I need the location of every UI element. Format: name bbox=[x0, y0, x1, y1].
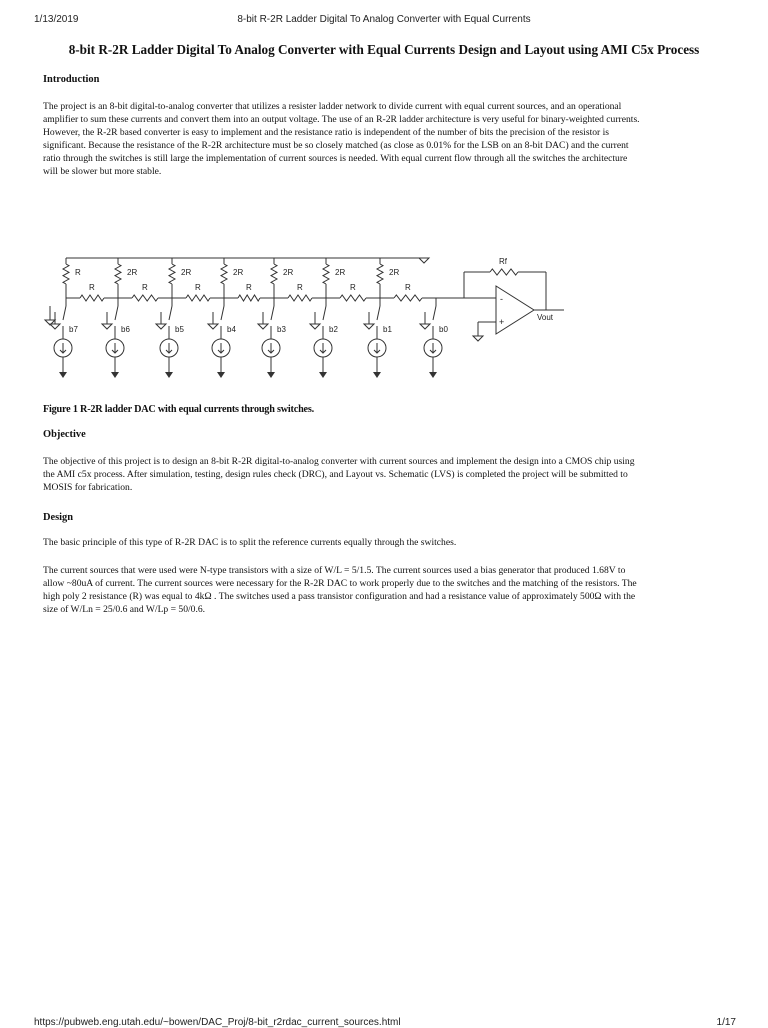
paragraph-line: amplifier to sum these currents and convert them into an output voltage. The use of an R-2R ladder architecture is very useful for binary-weighted currents. bbox=[43, 113, 640, 125]
shunt-resistor-label: 2R bbox=[127, 268, 138, 277]
ground-icon bbox=[156, 324, 166, 329]
paragraph-line: ratio through the switches is still large the implementation of current sources is needed. With equal current flow through all the switches the architecture bbox=[43, 152, 628, 164]
bit-label: b5 bbox=[175, 325, 184, 334]
bit-label: b2 bbox=[329, 325, 338, 334]
series-resistor bbox=[288, 295, 312, 301]
print-page-title: 8-bit R-2R Ladder Digital To Analog Converter with Equal Currents bbox=[237, 14, 531, 25]
opamp-minus-label: - bbox=[500, 294, 503, 304]
arrow-down-icon bbox=[429, 372, 437, 378]
ground-icon bbox=[258, 324, 268, 329]
bit-label: b0 bbox=[439, 325, 448, 334]
arrow-down-icon bbox=[217, 372, 225, 378]
series-resistor-label: R bbox=[405, 283, 411, 292]
shunt-resistor-label: 2R bbox=[389, 268, 400, 277]
feedback-resistor bbox=[490, 269, 518, 275]
series-resistor-label: R bbox=[142, 283, 148, 292]
current-source-arrow bbox=[374, 343, 380, 353]
arrow-down-icon bbox=[165, 372, 173, 378]
series-resistor bbox=[340, 295, 366, 301]
switch-icon bbox=[63, 306, 66, 320]
series-resistor-label: R bbox=[350, 283, 356, 292]
ground-icon bbox=[50, 324, 60, 329]
output-label: Vout bbox=[537, 313, 554, 322]
ground-icon bbox=[420, 324, 430, 329]
ground-icon bbox=[208, 324, 218, 329]
current-source-arrow bbox=[218, 343, 224, 353]
introduction-heading: Introduction bbox=[43, 74, 100, 85]
arrow-down-icon bbox=[319, 372, 327, 378]
shunt-resistor bbox=[271, 264, 277, 284]
arrow-down-icon bbox=[59, 372, 67, 378]
paragraph-line: The objective of this project is to design an 8-bit R-2R digital-to-analog converter with current sources and implement the design into a CMOS chip using bbox=[43, 456, 635, 467]
objective-heading: Objective bbox=[43, 429, 86, 440]
shunt-resistor-label: 2R bbox=[335, 268, 346, 277]
current-source-arrow bbox=[268, 343, 274, 353]
r2r-ladder-schematic bbox=[34, 240, 574, 390]
current-source-arrow bbox=[430, 343, 436, 353]
series-resistor bbox=[394, 295, 422, 301]
paragraph-line: allow ~80uA of current. The current sources were necessary for the R-2R DAC to work properly due to the switches and the matching of the resistors. The bbox=[43, 577, 637, 589]
switch-icon bbox=[433, 306, 436, 320]
shunt-resistor bbox=[377, 264, 383, 284]
opamp-plus-label: + bbox=[499, 317, 505, 327]
shunt-resistor-label: 2R bbox=[283, 268, 294, 277]
series-resistor bbox=[186, 295, 210, 301]
design-paragraph-1 bbox=[43, 537, 726, 550]
bit-label: b6 bbox=[121, 325, 130, 334]
shunt-resistor-label: 2R bbox=[181, 268, 192, 277]
ground-icon bbox=[102, 324, 112, 329]
shunt-resistor-label: R bbox=[75, 268, 81, 277]
objective-paragraph bbox=[43, 456, 726, 495]
series-resistor-label: R bbox=[195, 283, 201, 292]
paragraph-line: However, the R-2R based converter is easy to implement and the resistance ratio is independent of the number of bits the precision of the resistor is bbox=[43, 126, 610, 138]
document-title: 8-bit R-2R Ladder Digital To Analog Converter with Equal Currents Design and Layout using AMI C5x Process bbox=[68, 42, 700, 57]
print-url: https://pubweb.eng.utah.edu/~bowen/DAC_Proj/8-bit_r2rdac_current_sources.html bbox=[34, 1017, 401, 1028]
series-resistor-label: R bbox=[297, 283, 303, 292]
current-source-arrow bbox=[60, 343, 66, 353]
arrow-down-icon bbox=[373, 372, 381, 378]
switch-icon bbox=[323, 306, 326, 320]
design-heading: Design bbox=[43, 512, 74, 523]
current-source-arrow bbox=[112, 343, 118, 353]
paragraph-line: The current sources that were used were N-type transistors with a size of W/L = 5/1.5. The current sources used a bias generator that produced 1.68V to bbox=[43, 565, 626, 576]
design-paragraph-2 bbox=[43, 565, 726, 617]
feedback-resistor-label: Rf bbox=[499, 257, 507, 266]
print-page-number: 1/17 bbox=[716, 1017, 736, 1028]
bit-label: b4 bbox=[227, 325, 236, 334]
paragraph-line: the AMI c5x process. After simulation, testing, design rules check (DRC), and Layout vs. Schematic (LVS) is completed the project will be submitted to bbox=[43, 468, 628, 480]
shunt-resistor bbox=[115, 264, 121, 284]
paragraph-line: size of W/Ln = 25/0.6 and W/Lp = 50/0.6. bbox=[43, 603, 206, 615]
arrow-down-icon bbox=[111, 372, 119, 378]
print-date: 1/13/2019 bbox=[34, 14, 79, 25]
series-resistor bbox=[80, 295, 104, 301]
switch-icon bbox=[221, 306, 224, 320]
switch-icon bbox=[271, 306, 274, 320]
paragraph-line: The basic principle of this type of R-2R DAC is to split the reference currents equally through the switches. bbox=[43, 537, 457, 548]
ground-icon bbox=[473, 336, 483, 341]
paragraph-line: significant. Because the resistance of the R-2R architecture must be so closely matched (as close as 0.01% for the LSB on an 8-bit DAC) and the current bbox=[43, 139, 629, 151]
series-resistor bbox=[132, 295, 158, 301]
ground-icon bbox=[364, 324, 374, 329]
shunt-resistor bbox=[323, 264, 329, 284]
shunt-resistor bbox=[221, 264, 227, 284]
shunt-resistor-label: 2R bbox=[233, 268, 244, 277]
switch-icon bbox=[377, 306, 380, 320]
paragraph-line: The project is an 8-bit digital-to-analog converter that utilizes a resister ladder network to divide current with equal current sources, and an operational bbox=[43, 101, 622, 112]
series-resistor bbox=[238, 295, 260, 301]
series-resistor-label: R bbox=[89, 283, 95, 292]
schematic-drawing bbox=[34, 240, 574, 390]
current-source-arrow bbox=[320, 343, 326, 353]
switch-icon bbox=[115, 306, 118, 320]
bit-label: b7 bbox=[69, 325, 78, 334]
ground-icon bbox=[419, 258, 429, 263]
figure-caption: Figure 1 R-2R ladder DAC with equal currents through switches. bbox=[43, 404, 314, 415]
introduction-paragraph bbox=[43, 101, 726, 178]
switch-icon bbox=[169, 306, 172, 320]
paragraph-line: MOSIS for fabrication. bbox=[43, 481, 133, 493]
bit-label: b1 bbox=[383, 325, 392, 334]
bit-label: b3 bbox=[277, 325, 286, 334]
shunt-resistor bbox=[63, 264, 69, 284]
current-source-arrow bbox=[166, 343, 172, 353]
arrow-down-icon bbox=[267, 372, 275, 378]
paragraph-line: high poly 2 resistance (R) was equal to 4kΩ . The switches used a pass transistor configuration and had a resistance value of approximately 500Ω with the bbox=[43, 590, 636, 602]
ground-icon bbox=[310, 324, 320, 329]
paragraph-line: will be slower but more stable. bbox=[43, 165, 162, 177]
series-resistor-label: R bbox=[246, 283, 252, 292]
shunt-resistor bbox=[169, 264, 175, 284]
